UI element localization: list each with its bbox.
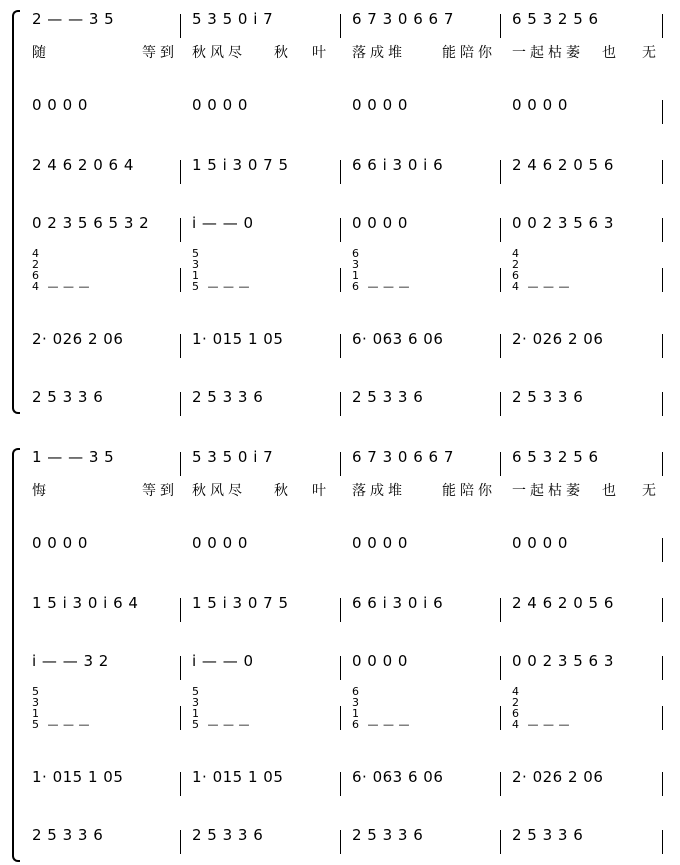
measure: 0 0 0 0 <box>352 96 408 114</box>
barline <box>180 392 181 416</box>
measure: 0 0 0 0 <box>352 214 408 232</box>
barline <box>500 772 501 796</box>
lyric: 秋 <box>274 45 292 61</box>
measure: 6 3 1 6 — — — <box>352 686 410 731</box>
measure: i — — 0 <box>192 652 254 670</box>
measure: 0 0 2 3 5 6 3 <box>512 214 614 232</box>
measure: 0 0 0 0 <box>352 534 408 552</box>
measure: 2 5 3 3 6 <box>192 826 264 844</box>
barline <box>180 706 181 730</box>
measure: 6 5 3 2 5 6 <box>512 448 599 466</box>
barline <box>500 334 501 358</box>
measure: 2· 026 2 06 <box>512 768 604 786</box>
barline <box>500 830 501 854</box>
measure: 6· 063 6 06 <box>352 768 444 786</box>
lyric: 也 <box>602 483 620 499</box>
barline <box>500 598 501 622</box>
barline <box>500 14 501 38</box>
measure: 4 2 6 4 — — — <box>512 686 570 731</box>
measure: 2 5 3 3 6 <box>32 826 104 844</box>
barline <box>340 656 341 680</box>
barline <box>180 268 181 292</box>
lyric: 等到 <box>142 483 178 499</box>
barline <box>180 218 181 242</box>
lyrics-line <box>12 42 672 60</box>
measure: 2 5 3 3 6 <box>512 826 584 844</box>
barline <box>180 656 181 680</box>
measure: 0 0 0 0 <box>352 652 408 670</box>
barline <box>180 160 181 184</box>
staff-row <box>12 826 672 854</box>
lyric: 叶 <box>312 483 330 499</box>
measure: 2 5 3 3 6 <box>32 388 104 406</box>
lyric: 一起枯萎 <box>512 483 584 499</box>
staff-row <box>12 534 672 562</box>
measure: 4 2 6 4 — — — <box>32 248 90 293</box>
barline <box>340 830 341 854</box>
staff-row <box>12 768 672 796</box>
measure: 5 3 1 5 — — — <box>192 248 250 293</box>
barline <box>340 772 341 796</box>
barline <box>662 218 663 242</box>
measure: 6 3 1 6 — — — <box>352 248 410 293</box>
staff-row <box>12 594 672 622</box>
measure: 6· 063 6 06 <box>352 330 444 348</box>
measure: 2 4 6 2 0 6 4 <box>32 156 134 174</box>
staff-row <box>12 388 672 416</box>
lyric: 秋风尽 <box>192 483 246 499</box>
lyric: 落成堆 <box>352 483 406 499</box>
measure: 1· 015 1 05 <box>32 768 124 786</box>
measure: 0 0 0 0 <box>512 534 568 552</box>
barline <box>662 772 663 796</box>
barline <box>180 772 181 796</box>
measure: 2 5 3 3 6 <box>352 826 424 844</box>
lyric: 秋 <box>274 483 292 499</box>
staff-row <box>12 330 672 358</box>
barline <box>180 830 181 854</box>
lyric: 能陪你 <box>442 483 496 499</box>
staff-row <box>12 448 672 476</box>
measure: 1· 015 1 05 <box>192 330 284 348</box>
barline <box>500 268 501 292</box>
barline <box>340 452 341 476</box>
barline <box>500 218 501 242</box>
measure: 2· 026 2 06 <box>32 330 124 348</box>
measure: 1 5 i 3 0 7 5 <box>192 594 289 612</box>
lyric: 一起枯萎 <box>512 45 584 61</box>
barline <box>662 14 663 38</box>
barline <box>340 218 341 242</box>
barline <box>662 268 663 292</box>
barline <box>340 14 341 38</box>
measure: 5 3 1 5 — — — <box>32 686 90 731</box>
measure: 2 5 3 3 6 <box>192 388 264 406</box>
barline <box>180 334 181 358</box>
measure: 0 0 0 0 <box>512 96 568 114</box>
staff-row <box>12 156 672 184</box>
barline <box>340 392 341 416</box>
barline <box>500 656 501 680</box>
staff-row <box>12 10 672 38</box>
measure: 2 4 6 2 0 5 6 <box>512 156 614 174</box>
measure: 6 6 i 3 0 i 6 <box>352 594 444 612</box>
measure: 6 7 3 0 6 6 7 <box>352 10 454 28</box>
measure: 5 3 5 0 i 7 <box>192 448 274 466</box>
barline <box>500 392 501 416</box>
barline <box>340 160 341 184</box>
measure: 1 5 i 3 0 7 5 <box>192 156 289 174</box>
barline <box>500 160 501 184</box>
measure: i — — 0 <box>192 214 254 232</box>
measure: 5 3 5 0 i 7 <box>192 10 274 28</box>
barline <box>180 452 181 476</box>
measure: 0 0 0 0 <box>192 534 248 552</box>
measure: 4 2 6 4 — — — <box>512 248 570 293</box>
measure: 2 4 6 2 0 5 6 <box>512 594 614 612</box>
measure: 1 — — 3 5 <box>32 448 115 466</box>
measure: 2 5 3 3 6 <box>512 388 584 406</box>
barline <box>180 598 181 622</box>
measure: 0 0 2 3 5 6 3 <box>512 652 614 670</box>
barline <box>340 268 341 292</box>
measure: 6 6 i 3 0 i 6 <box>352 156 444 174</box>
measure: 5 3 1 5 — — — <box>192 686 250 731</box>
barline <box>662 334 663 358</box>
measure: 6 7 3 0 6 6 7 <box>352 448 454 466</box>
lyric: 秋风尽 <box>192 45 246 61</box>
measure: 2 5 3 3 6 <box>352 388 424 406</box>
measure: 1· 015 1 05 <box>192 768 284 786</box>
system-1 <box>12 10 672 410</box>
barline <box>662 656 663 680</box>
barline <box>340 334 341 358</box>
measure: 1 5 i 3 0 i 6 4 <box>32 594 139 612</box>
measure: i — — 3 2 <box>32 652 109 670</box>
measure: 0 0 0 0 <box>32 96 88 114</box>
barline <box>662 538 663 562</box>
lyric: 随 <box>32 45 50 61</box>
staff-row <box>12 652 672 680</box>
barline <box>662 452 663 476</box>
barline <box>500 706 501 730</box>
staff-row <box>12 686 672 734</box>
lyric: 落成堆 <box>352 45 406 61</box>
barline <box>662 392 663 416</box>
measure: 0 0 0 0 <box>192 96 248 114</box>
staff-row <box>12 214 672 242</box>
measure: 2· 026 2 06 <box>512 330 604 348</box>
lyric: 也 <box>602 45 620 61</box>
lyric: 等到 <box>142 45 178 61</box>
lyric: 无 <box>642 483 660 499</box>
lyric: 能陪你 <box>442 45 496 61</box>
measure: 2 — — 3 5 <box>32 10 115 28</box>
barline <box>662 100 663 124</box>
barline <box>340 706 341 730</box>
lyric: 悔 <box>32 483 50 499</box>
staff-row <box>12 96 672 124</box>
measure: 0 2 3 5 6 5 3 2 <box>32 214 150 232</box>
lyrics-line <box>12 480 672 498</box>
barline <box>662 598 663 622</box>
lyric: 无 <box>642 45 660 61</box>
barline <box>340 598 341 622</box>
barline <box>180 14 181 38</box>
measure: 6 5 3 2 5 6 <box>512 10 599 28</box>
staff-row <box>12 248 672 296</box>
system-2 <box>12 448 672 860</box>
barline <box>662 706 663 730</box>
barline <box>500 452 501 476</box>
measure: 0 0 0 0 <box>32 534 88 552</box>
barline <box>662 160 663 184</box>
lyric: 叶 <box>312 45 330 61</box>
barline <box>662 830 663 854</box>
